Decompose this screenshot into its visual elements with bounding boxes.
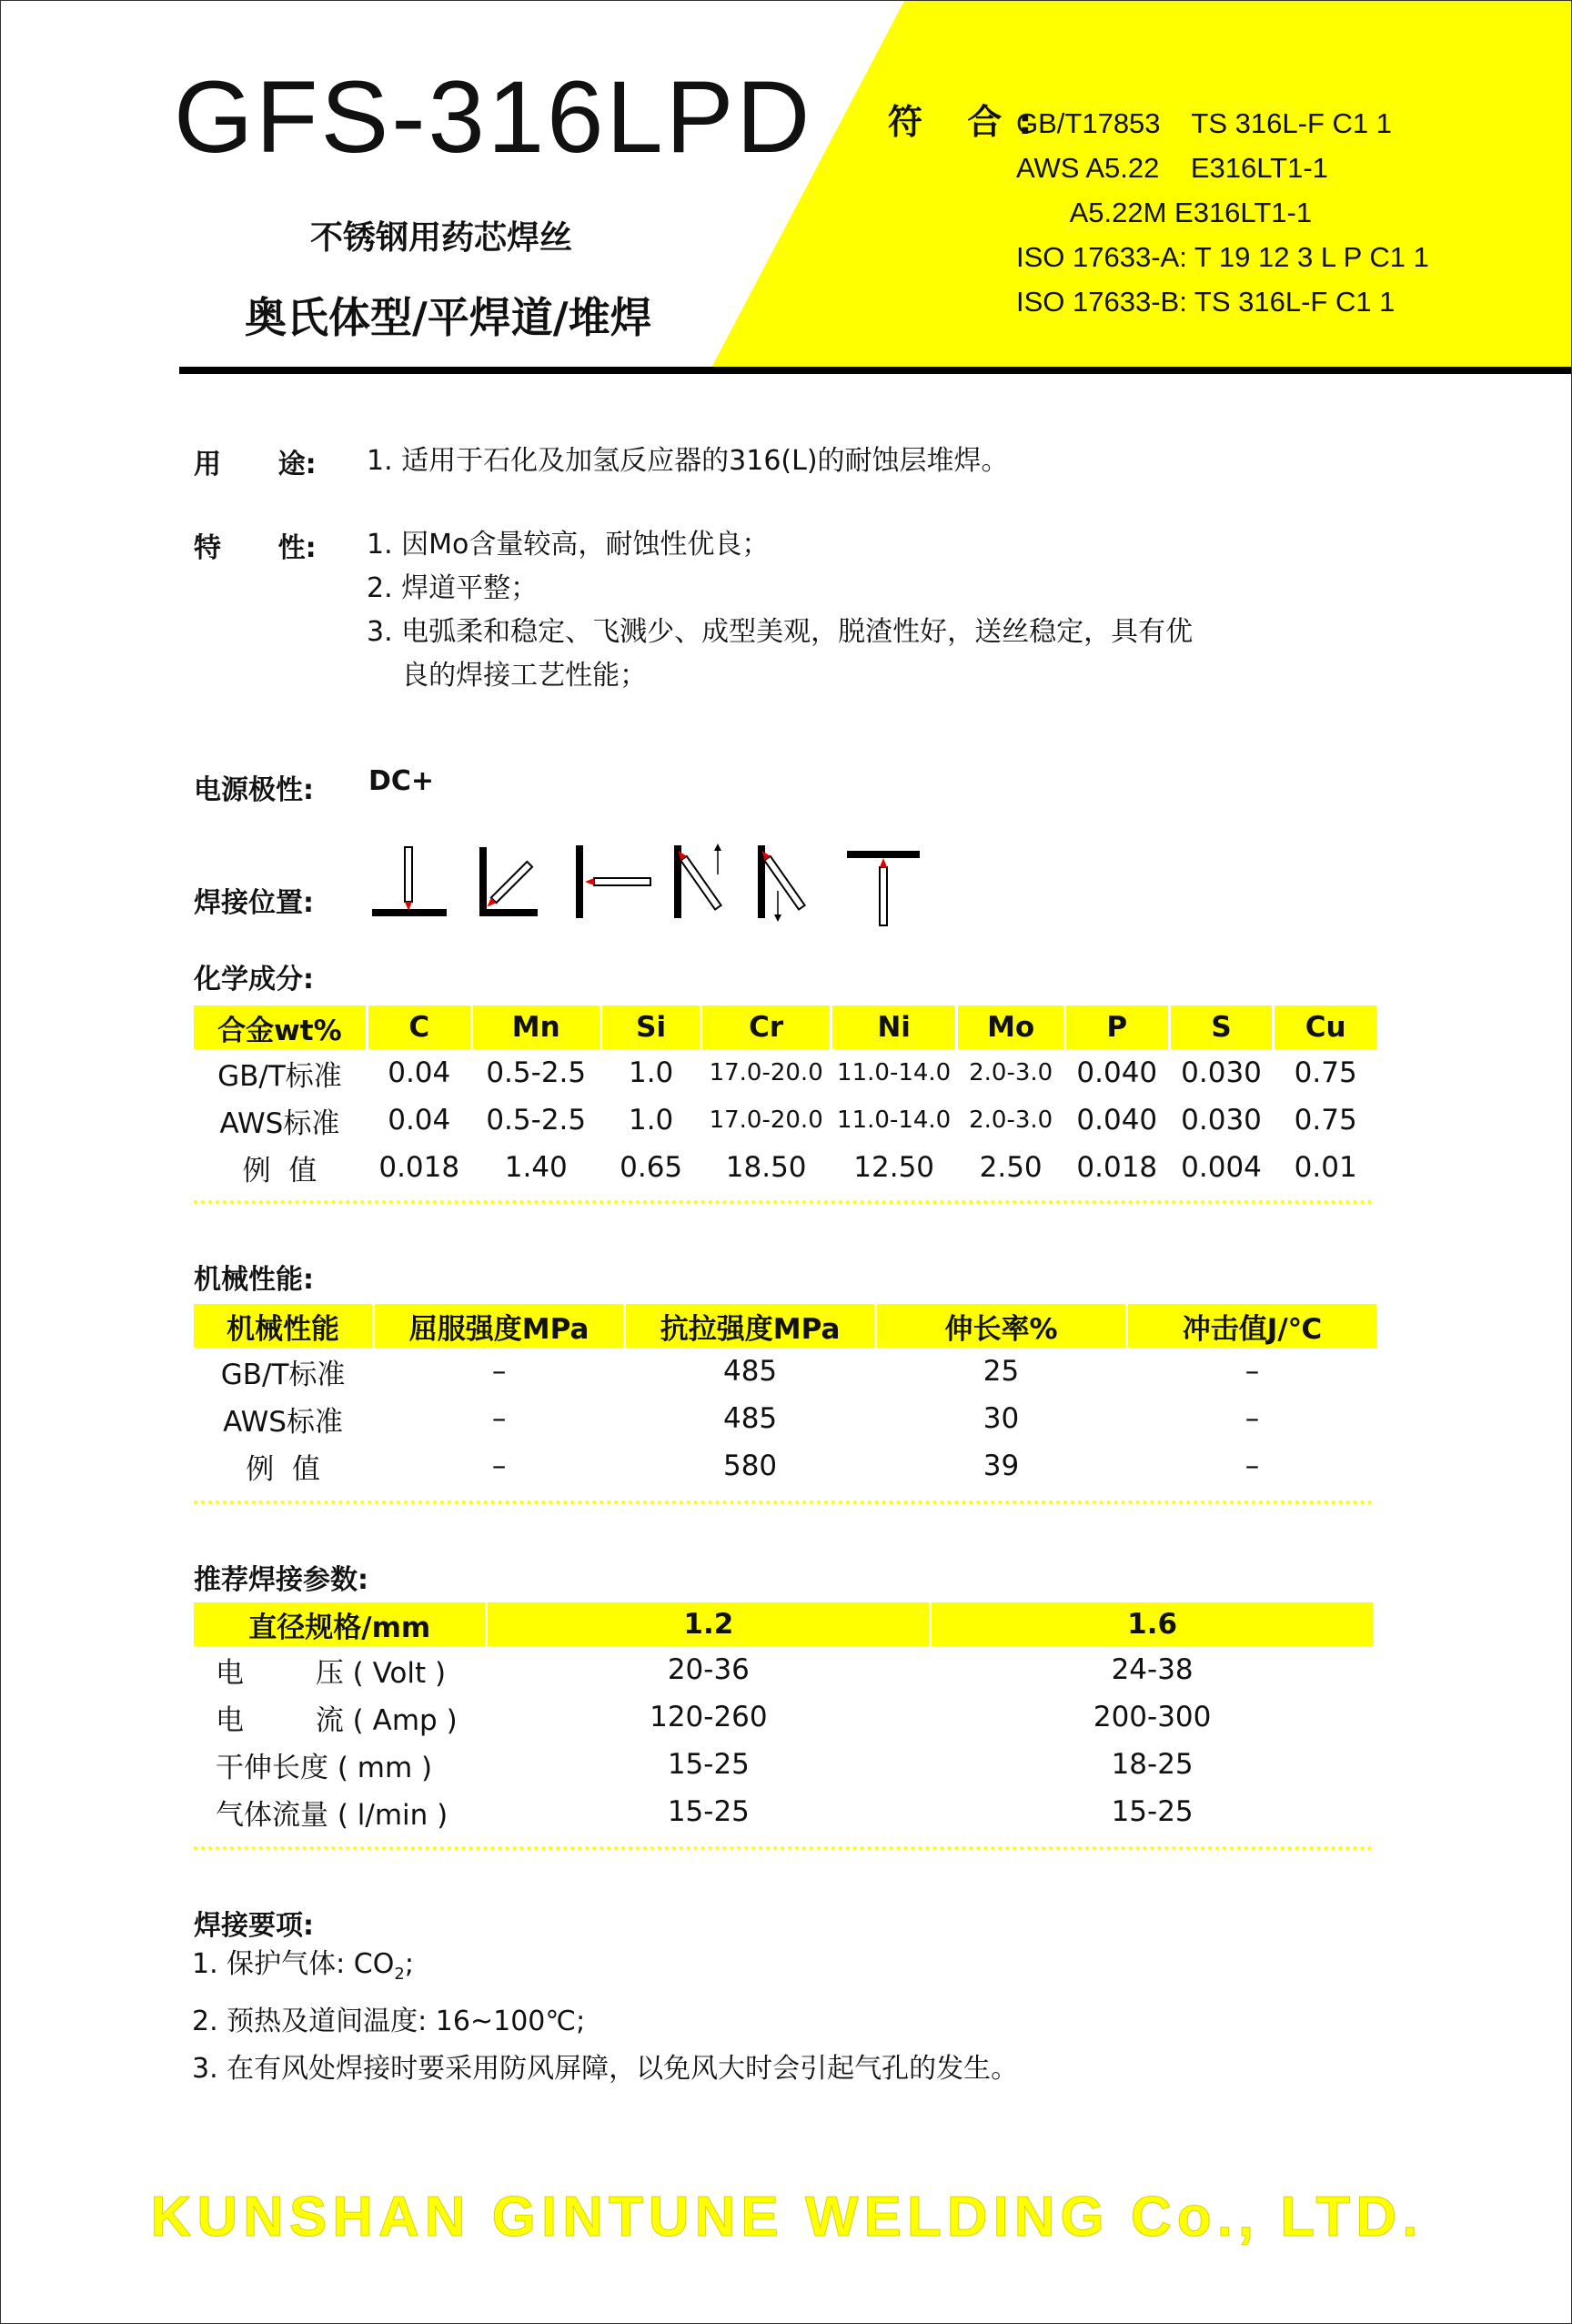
column-header: 1.2 xyxy=(488,1602,929,1646)
mechanical-table xyxy=(191,1304,1379,1490)
standard-item: AWS A5.22 E316LT1-1 xyxy=(1016,152,1328,184)
welding-position-icons xyxy=(365,838,929,929)
table-cell: 0.01 xyxy=(1294,1151,1357,1184)
table-cell: 0.018 xyxy=(1076,1151,1158,1184)
table-cell: 0.040 xyxy=(1076,1104,1158,1137)
column-header: 合金wt% xyxy=(194,1005,366,1049)
note-item: 2. 预热及道间温度: 16~100℃; xyxy=(192,2006,586,2037)
notes-list xyxy=(192,1941,1018,2093)
row-label: 例 值 xyxy=(242,1154,317,1187)
table-cell: 0.018 xyxy=(378,1151,460,1184)
polarity-value: DC+ xyxy=(368,765,435,797)
column-header: 冲击值J/℃ xyxy=(1128,1304,1376,1348)
table-cell: 20-36 xyxy=(667,1653,750,1686)
standard-item: A5.22M E316LT1-1 xyxy=(1016,197,1313,228)
column-header: 屈服强度MPa xyxy=(375,1304,623,1348)
table-cell: 0.75 xyxy=(1294,1056,1357,1089)
row-label: 电 压 ( Volt ) xyxy=(216,1656,447,1690)
row-label: 例 值 xyxy=(246,1452,320,1486)
table-cell: 18-25 xyxy=(1111,1748,1194,1781)
note-text: 1. 保护气体: CO xyxy=(192,1948,395,1980)
horizontal-position-icon xyxy=(576,845,650,918)
standard-item: ISO 17633-B: TS 316L-F C1 1 xyxy=(1016,286,1396,318)
table-cell: 24-38 xyxy=(1111,1653,1194,1686)
table-cell: 1.40 xyxy=(504,1151,568,1184)
table-cell: 0.04 xyxy=(388,1104,451,1137)
table-header-row xyxy=(194,1005,1376,1049)
column-header: Si xyxy=(602,1005,700,1049)
feature-item: 2. 焊道平整； xyxy=(367,572,539,604)
table-cell: 580 xyxy=(722,1450,778,1482)
table-row xyxy=(194,1442,1376,1490)
table-cell: 25 xyxy=(982,1355,1020,1388)
mechanical-label: 机械性能: xyxy=(194,1264,314,1296)
table-cell: 11.0-14.0 xyxy=(837,1059,952,1086)
table-row xyxy=(194,1395,1376,1442)
position-label: 焊接位置: xyxy=(194,887,314,919)
column-header: P xyxy=(1066,1005,1168,1049)
overhead-position-icon xyxy=(847,851,920,925)
column-header: Mn xyxy=(473,1005,600,1049)
horizontal-fillet-icon xyxy=(479,847,538,916)
vertical-down-icon xyxy=(758,845,805,922)
table-cell: 17.0-20.0 xyxy=(709,1059,823,1086)
table-cell: 0.65 xyxy=(620,1151,683,1184)
table-row xyxy=(194,1348,1376,1395)
column-header: Cu xyxy=(1275,1005,1376,1049)
standards-label: 符 合: xyxy=(888,102,1049,142)
table-cell: 485 xyxy=(722,1402,778,1435)
table-row xyxy=(194,1096,1376,1144)
table-cell: 120-260 xyxy=(650,1701,768,1733)
table-cell: 15-25 xyxy=(667,1795,750,1828)
standard-item: ISO 17633-A: T 19 12 3 L P C1 1 xyxy=(1016,241,1429,273)
table-cell: 0.5-2.5 xyxy=(486,1104,587,1137)
table-cell: 1.0 xyxy=(628,1104,674,1137)
row-label: GB/T标准 xyxy=(220,1358,346,1391)
flat-position-icon xyxy=(372,847,447,916)
standards-list xyxy=(1016,101,1429,324)
usage-list xyxy=(367,440,1009,483)
table-row xyxy=(194,1646,1373,1693)
row-label: 气体流量 ( l/min ) xyxy=(216,1798,448,1832)
notes-label: 焊接要项: xyxy=(194,1910,314,1942)
standard-item: GB/T17853 TS 316L-F C1 1 xyxy=(1016,107,1392,139)
table-row xyxy=(194,1049,1376,1096)
chemical-label: 化学成分: xyxy=(194,964,314,995)
column-header: Mo xyxy=(958,1005,1063,1049)
usage-label: 用 途: xyxy=(194,449,317,480)
table-header-row xyxy=(194,1602,1373,1646)
table-cell: 200-300 xyxy=(1093,1701,1212,1733)
table-cell: 0.030 xyxy=(1181,1104,1262,1137)
table-row xyxy=(194,1741,1373,1788)
table-cell: 2.0-3.0 xyxy=(969,1059,1053,1086)
row-label: AWS标准 xyxy=(219,1106,340,1140)
table-cell: – xyxy=(491,1450,507,1482)
feature-item: 良的焊接工艺性能； xyxy=(367,660,648,692)
header-rule xyxy=(179,367,1572,374)
note-item xyxy=(192,1941,1018,1998)
row-label: 电 流 ( Amp ) xyxy=(216,1703,458,1737)
column-header: 1.6 xyxy=(932,1602,1373,1646)
row-label: GB/T标准 xyxy=(217,1059,342,1093)
table-cell: 2.0-3.0 xyxy=(969,1106,1053,1134)
table-cell: 0.75 xyxy=(1294,1104,1357,1137)
company-name: KUNSHAN GINTUNE WELDING Co., LTD. xyxy=(150,2186,1424,2248)
params-table xyxy=(191,1602,1376,1835)
column-header: Cr xyxy=(702,1005,829,1049)
table-cell: – xyxy=(491,1402,507,1435)
table-cell: 0.04 xyxy=(388,1056,451,1089)
table-cell: 0.004 xyxy=(1181,1151,1262,1184)
table-cell: 0.040 xyxy=(1076,1056,1158,1089)
row-label: 干伸长度 ( mm ) xyxy=(216,1751,433,1784)
table-cell: 30 xyxy=(982,1402,1020,1435)
dotted-divider xyxy=(194,1500,1373,1504)
usage-item: 1. 适用于石化及加氢反应器的316(L)的耐蚀层堆焊。 xyxy=(367,445,1009,477)
table-cell: – xyxy=(1244,1355,1260,1388)
table-cell: 0.5-2.5 xyxy=(486,1056,587,1089)
table-cell: 39 xyxy=(982,1450,1020,1482)
product-subtitle: 不锈钢用药芯焊丝 xyxy=(310,219,573,257)
note-item: 3. 在有风处焊接时要采用防风屏障，以免风大时会引起气孔的发生。 xyxy=(192,2053,1019,2085)
column-header: S xyxy=(1171,1005,1273,1049)
feature-item: 3. 电弧柔和稳定、飞溅少、成型美观，脱渣性好，送丝稳定，具有优 xyxy=(367,616,1194,648)
note-text: ; xyxy=(404,1948,414,1980)
column-header: 直径规格/mm xyxy=(194,1602,485,1646)
table-cell: 15-25 xyxy=(667,1748,750,1781)
column-header: C xyxy=(368,1005,470,1049)
features-list xyxy=(367,523,1193,698)
table-header-row xyxy=(194,1304,1376,1348)
dotted-divider xyxy=(194,1846,1373,1850)
column-header: Ni xyxy=(832,1005,956,1049)
table-cell: 0.030 xyxy=(1181,1056,1262,1089)
chemical-table xyxy=(191,1005,1379,1191)
table-cell: 2.50 xyxy=(979,1151,1043,1184)
dotted-divider xyxy=(194,1200,1373,1204)
column-header: 机械性能 xyxy=(194,1304,372,1348)
column-header: 伸长率% xyxy=(877,1304,1125,1348)
table-row xyxy=(194,1788,1373,1835)
subscript: 2 xyxy=(394,1965,405,1984)
table-cell: 1.0 xyxy=(628,1056,674,1089)
table-cell: 17.0-20.0 xyxy=(709,1106,823,1134)
table-row xyxy=(194,1693,1373,1741)
feature-item: 1. 因Mo含量较高，耐蚀性优良； xyxy=(367,529,770,561)
product-type: 奥氏体型/平焊道/堆焊 xyxy=(245,293,652,342)
table-cell: 12.50 xyxy=(853,1151,935,1184)
column-header: 抗拉强度MPa xyxy=(626,1304,874,1348)
table-cell: 15-25 xyxy=(1111,1795,1194,1828)
polarity-label: 电源极性: xyxy=(194,774,314,806)
row-label: AWS标准 xyxy=(223,1405,343,1439)
table-row xyxy=(194,1144,1376,1191)
table-cell: 485 xyxy=(722,1355,778,1388)
table-cell: – xyxy=(491,1355,507,1388)
features-label: 特 性: xyxy=(194,532,317,564)
table-cell: 18.50 xyxy=(725,1151,807,1184)
product-title: GFS-316LPD xyxy=(174,60,813,174)
table-cell: 11.0-14.0 xyxy=(837,1106,952,1134)
vertical-up-icon xyxy=(674,844,721,918)
params-label: 推荐焊接参数: xyxy=(194,1564,368,1596)
table-cell: – xyxy=(1244,1402,1260,1435)
table-cell: – xyxy=(1244,1450,1260,1482)
